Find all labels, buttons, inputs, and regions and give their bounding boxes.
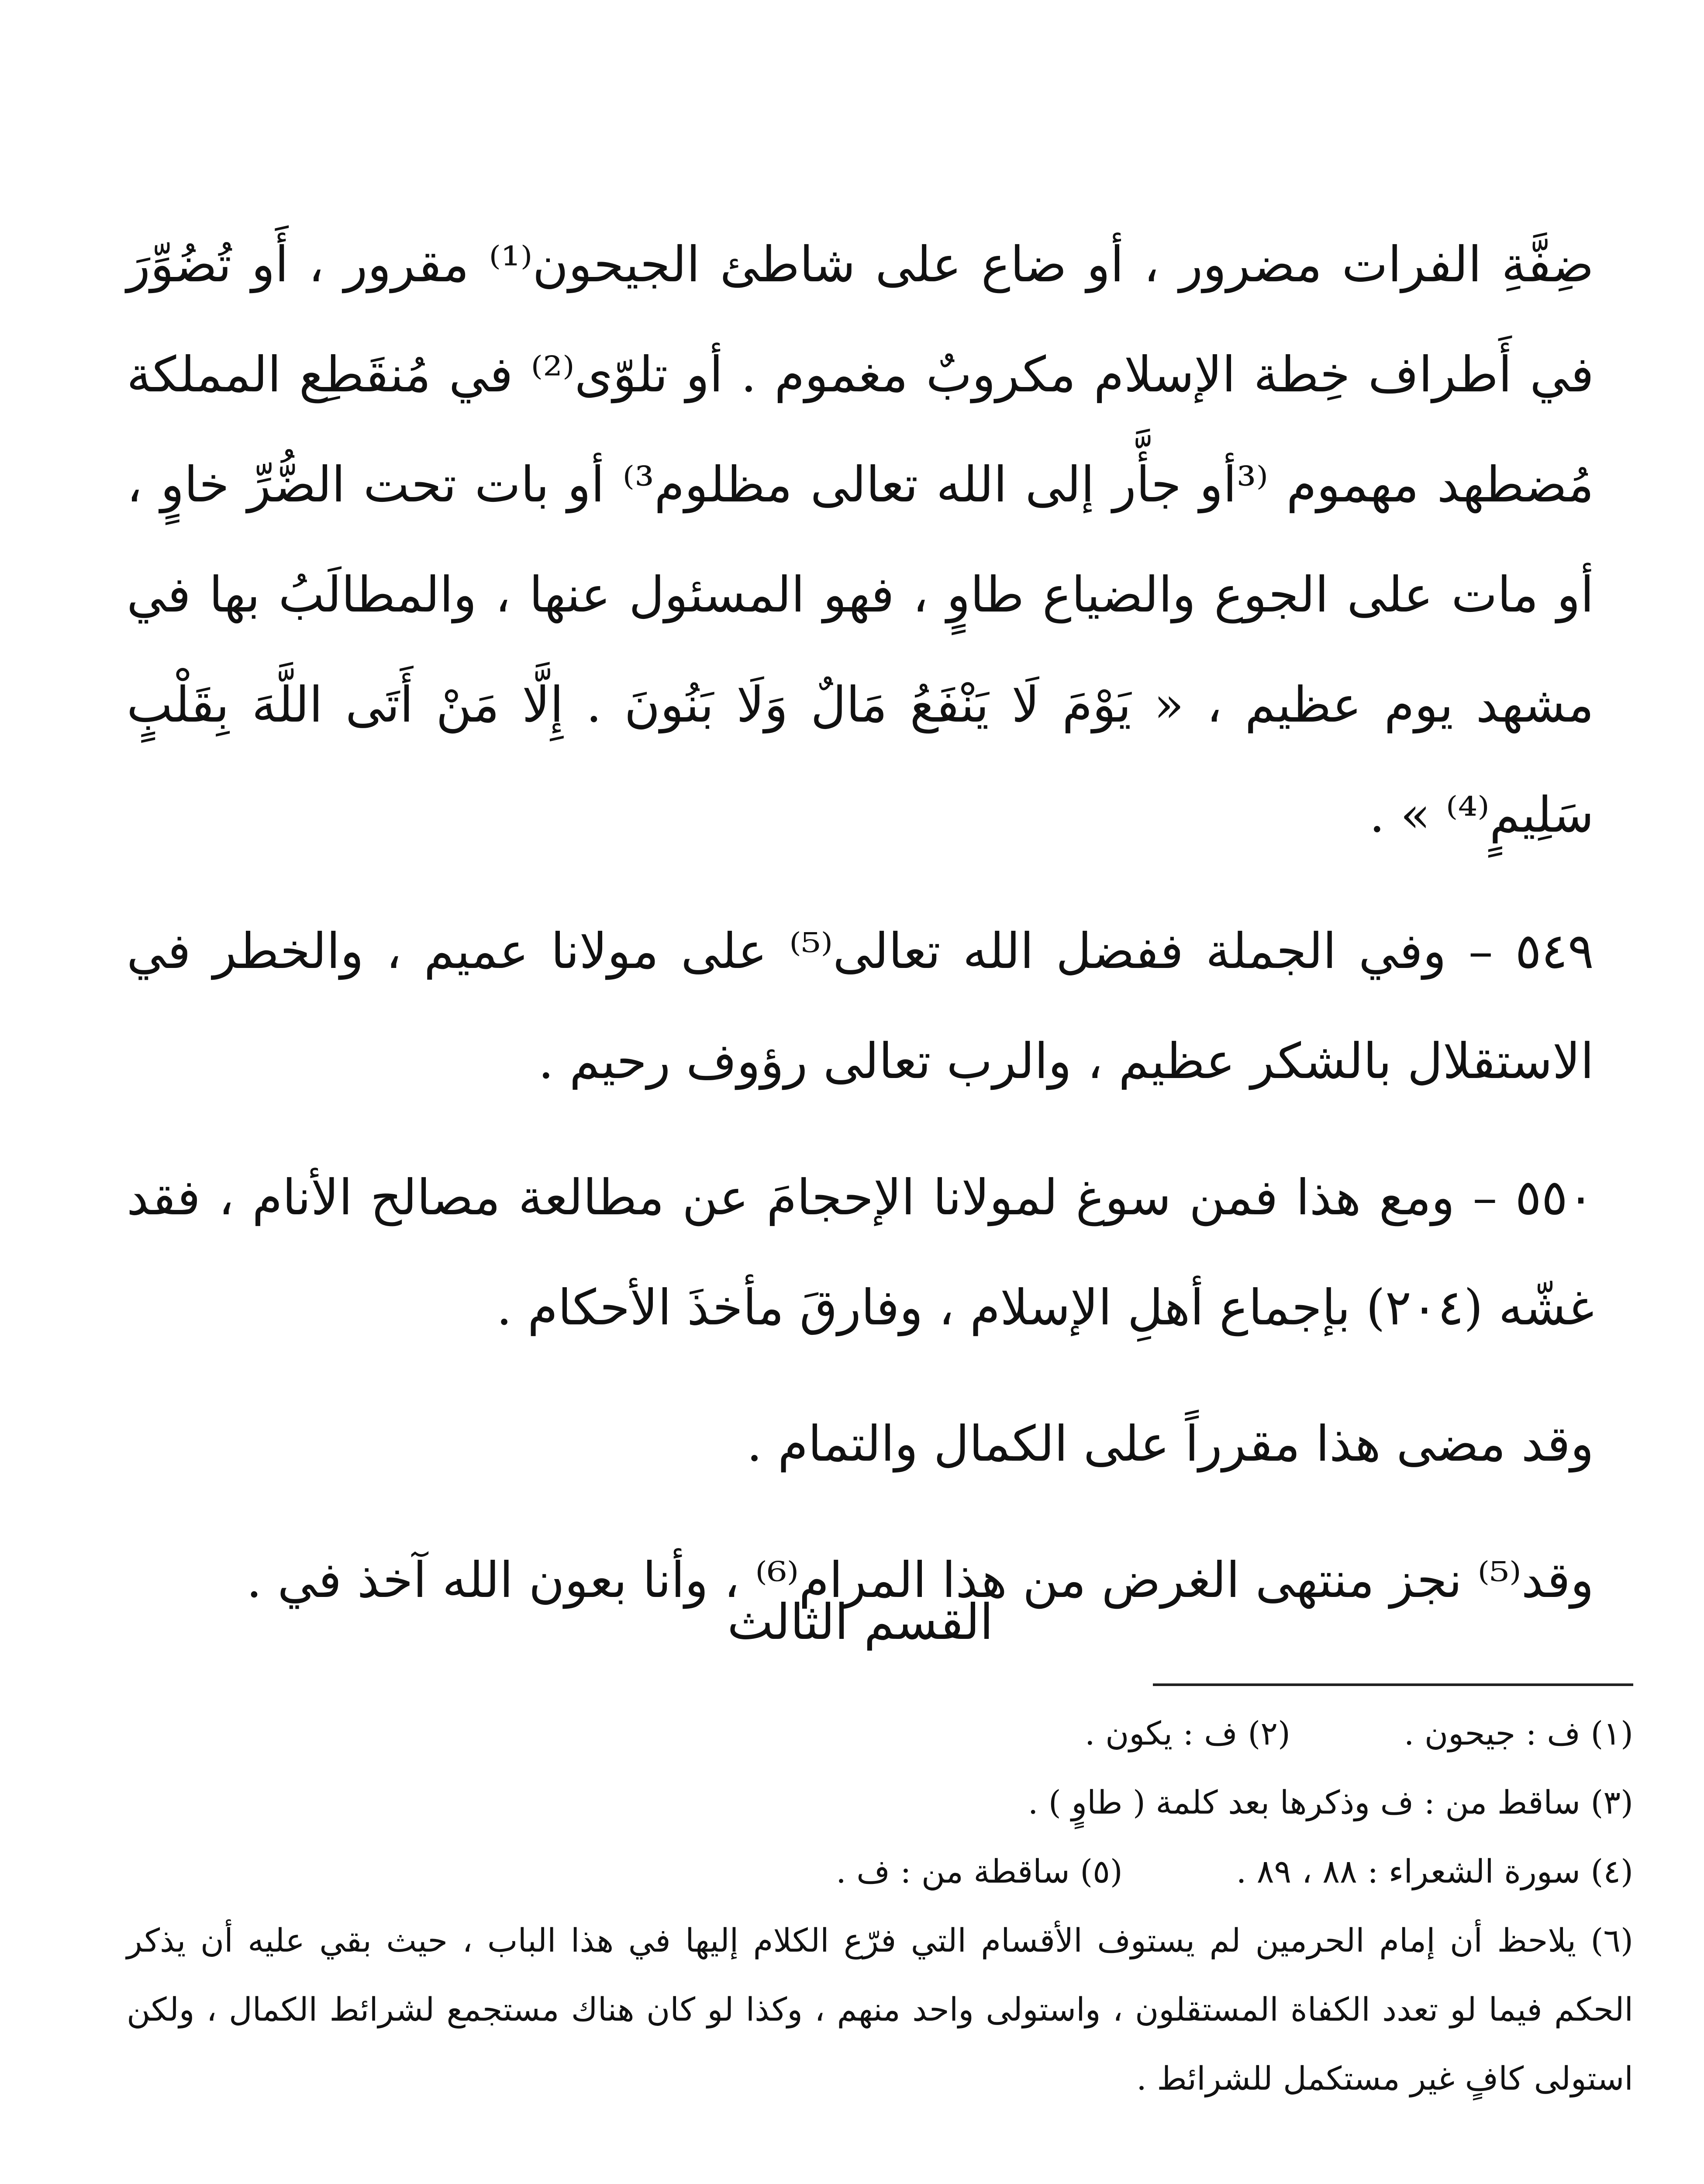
paragraph-continuation: ضِفَّةِ الفرات مضرور ، أو ضاع على شاطئ الجيحون⁽¹⁾ مقرور ، أَو تُضُوِّرَ في أَطراف خِطة الإسلام مكروبٌ مغموم . أو تلوّى⁽²⁾ في مُنقَطِع المملكة مُضطهد مهموم ⁽³أو جأَّر إلى الله تعالى مظلوم³⁾ أو بات تحت الضُّرِّ خاوٍ ، أو مات على الجوع والضياع طاوٍ ، فهو المسئول عنها ، والمطالَبُ بها في مشهد يوم عظيم ، « يَوْمَ لَا يَنْفَعُ مَالٌ وَلَا بَنُونَ . إِلَّا مَنْ أَتَى اللَّهَ بِقَلْبٍ سَلِيمٍ⁽⁴⁾ » . xyxy=(127,236,1594,843)
footnote-1: (١) ف : جيحون . xyxy=(1404,1715,1633,1752)
footnote-row-2 xyxy=(127,1837,1633,1906)
footnote-3: (٣) ساقط من : ف وذكرها بعد كلمة ( طاوٍ ) . xyxy=(1028,1784,1633,1821)
paragraph-closing-1: وقد مضى هذا مقرراً على الكمال والتمام . xyxy=(746,1416,1594,1472)
paragraph-549: ٥٤٩ – وفي الجملة ففضل الله تعالى⁽⁵⁾ على مولانا عميم ، والخطر في الاستقلال بالشكر عظيم ، والرب تعالى رؤوف رحيم . xyxy=(127,923,1594,1090)
footnote-divider xyxy=(1153,1683,1633,1686)
page-content xyxy=(127,210,1634,2113)
main-text xyxy=(127,210,1594,1635)
footnote-row-1 xyxy=(127,1699,1633,1768)
footnotes xyxy=(127,1699,1633,2113)
footnote-5: (٥) ساقطة من : ف . xyxy=(836,1853,1123,1890)
footnote-6: (٦) يلاحظ أن إمام الحرمين لم يستوف الأقسام التي فرّع الكلام إليها في هذا الباب ، حيث بقي عليه أن يذكر الحكم فيما لو تعدد الكفاة المستقلون ، واستولى واحد منهم ، وكذا لو كان هناك مستجمع لشرائط الكمال ، ولكن استولى كافٍ غير مستكمل للشرائط . xyxy=(127,1922,1634,2098)
paragraph-closing-2: وقد⁽⁵⁾ نجز منتهى الغرض من هذا المرام⁽⁶⁾ ، وأنا بعون الله آخذ في . xyxy=(246,1552,1594,1609)
section-title: القسم الثالث xyxy=(727,1594,993,1651)
footnote-2: (٢) ف : يكون . xyxy=(1085,1715,1290,1752)
footnote-4: (٤) سورة الشعراء : ٨٨ ، ٨٩ . xyxy=(1236,1853,1633,1890)
paragraph-550: ٥٥٠ – ومع هذا فمن سوغ لمولانا الإحجامَ عن مطالعة مصالح الأنام ، فقد غشّه (٢٠٤) بإجماع أهلِ الإسلام ، وفارقَ مأخذَ الأحكام . xyxy=(127,1169,1594,1336)
